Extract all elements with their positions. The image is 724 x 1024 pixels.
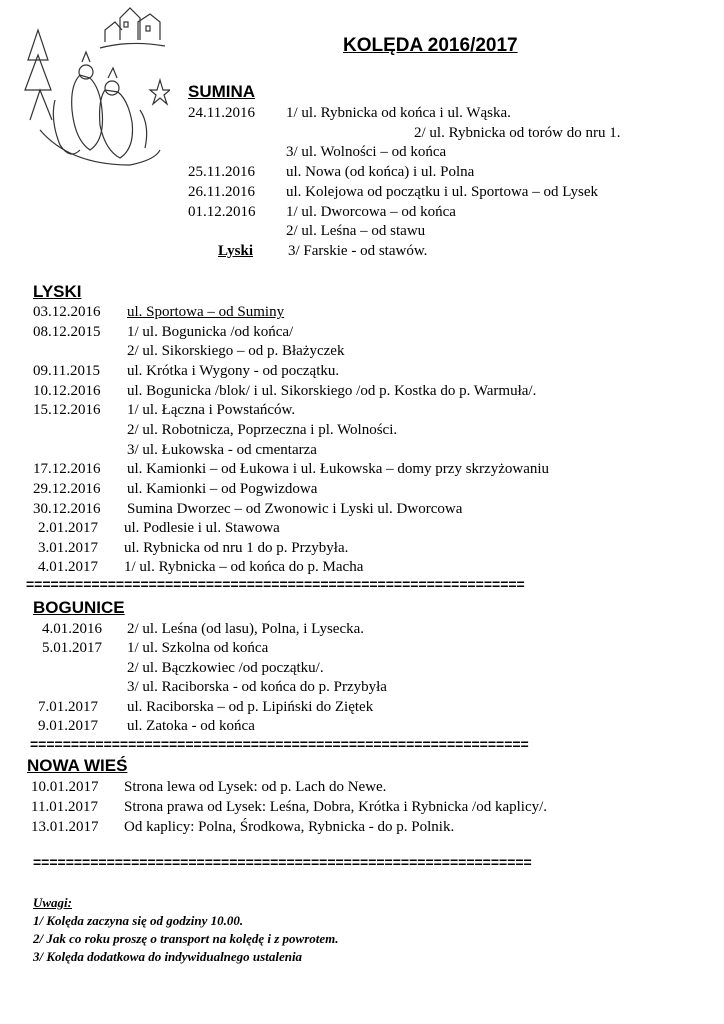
note-item: 3/ Kolęda dodatkowa do indywidualnego ustalenia	[33, 949, 303, 964]
row-date: 5.01.2017	[42, 640, 102, 656]
row-date: 03.12.2016	[33, 304, 101, 320]
separator-line: =============================================================	[30, 736, 529, 752]
row-date: 2.01.2017	[38, 520, 98, 536]
section-heading-lyski: LYSKI	[33, 282, 82, 301]
row-date: 4.01.2016	[42, 621, 102, 637]
row-date: 3.01.2017	[38, 540, 98, 556]
row-text: ul. Sportowa – od Suminy	[127, 304, 285, 320]
row-text: ul. Kamionki – od Łukowa i ul. Łukowska – domy przy skrzyżowaniu	[127, 461, 550, 477]
row-text: Strona lewa od Lysek: od p. Lach do Newe.	[124, 779, 387, 795]
nativity-clipart	[10, 0, 170, 170]
row-text: 2/ ul. Rybnicka od torów do nru 1.	[414, 125, 621, 141]
row-date: 15.12.2016	[33, 402, 101, 418]
section-heading-nowa-wies: NOWA WIEŚ	[27, 756, 128, 775]
row-text: 1/ ul. Dworcowa – od końca	[286, 204, 456, 220]
row-text: Strona prawa od Lysek: Leśna, Dobra, Krótka i Rybnicka /od kaplicy/.	[124, 799, 548, 815]
row-text: 2/ ul. Leśna (od lasu), Polna, i Lysecka.	[127, 621, 365, 637]
row-text: ul. Bogunicka /blok/ i ul. Sikorskiego /od p. Kostka do p. Warmuła/.	[127, 383, 537, 399]
row-date: 30.12.2016	[33, 501, 101, 517]
row-date: 13.01.2017	[31, 819, 99, 835]
row-date: 10.12.2016	[33, 383, 101, 399]
row-text: 1/ ul. Rybnicka – od końca do p. Macha	[124, 559, 364, 575]
row-date: 11.01.2017	[31, 799, 98, 815]
row-date: 7.01.2017	[38, 699, 98, 715]
row-text: ul. Nowa (od końca) i ul. Polna	[286, 164, 475, 180]
row-date: Lyski	[218, 243, 254, 259]
row-text: 1/ ul. Łączna i Powstańców.	[127, 402, 296, 418]
row-date: 10.01.2017	[31, 779, 99, 795]
row-text: ul. Kamionki – od Pogwizdowa	[127, 481, 318, 497]
row-date: 4.01.2017	[38, 559, 98, 575]
page-title: KOLĘDA 2016/2017	[343, 35, 518, 56]
row-text: ul. Zatoka - od końca	[127, 718, 255, 734]
row-date: 9.01.2017	[38, 718, 98, 734]
row-text: 2/ ul. Bączkowiec /od początku/.	[127, 660, 324, 676]
section-heading-sumina: SUMINA	[188, 82, 256, 101]
row-text: 1/ ul. Bogunicka /od końca/	[127, 324, 294, 340]
row-text: 1/ ul. Rybnicka od końca i ul. Wąska.	[286, 105, 511, 121]
separator-line: =============================================================	[33, 854, 532, 870]
row-text: 2/ ul. Robotnicza, Poprzeczna i pl. Wolności.	[127, 422, 398, 438]
row-text: 2/ ul. Leśna – od stawu	[286, 223, 426, 239]
row-text: 3/ ul. Łukowska - od cmentarza	[127, 442, 317, 458]
row-date: 25.11.2016	[188, 164, 255, 180]
row-date: 09.11.2015	[33, 363, 100, 379]
note-item: 2/ Jak co roku proszę o transport na kolędę i z powrotem.	[33, 931, 339, 946]
row-text: Od kaplicy: Polna, Środkowa, Rybnicka - do p. Polnik.	[124, 819, 455, 835]
notes-heading: Uwagi:	[33, 895, 72, 910]
row-text: ul. Podlesie i ul. Stawowa	[124, 520, 280, 536]
row-date: 24.11.2016	[188, 105, 255, 121]
section-heading-bogunice: BOGUNICE	[33, 598, 125, 617]
row-text: 3/ ul. Raciborska - od końca do p. Przybyła	[127, 679, 387, 695]
row-date: 08.12.2015	[33, 324, 101, 340]
row-date: 17.12.2016	[33, 461, 101, 477]
row-text: Sumina Dworzec – od Zwonowic i Lyski ul. Dworcowa	[127, 501, 463, 517]
row-text: ul. Rybnicka od nru 1 do p. Przybyła.	[124, 540, 349, 556]
row-date: 29.12.2016	[33, 481, 101, 497]
note-item: 1/ Kolęda zaczyna się od godziny 10.00.	[33, 913, 244, 928]
row-text: ul. Kolejowa od początku i ul. Sportowa – od Lysek	[286, 184, 599, 200]
row-text: 3/ ul. Wolności – od końca	[286, 144, 447, 160]
row-text: 2/ ul. Sikorskiego – od p. Błażyczek	[127, 343, 345, 359]
row-date: 01.12.2016	[188, 204, 256, 220]
row-date: 26.11.2016	[188, 184, 255, 200]
row-text: ul. Raciborska – od p. Lipiński do Ziętek	[127, 699, 374, 715]
row-text: ul. Krótka i Wygony - od początku.	[127, 363, 340, 379]
row-text: 1/ ul. Szkolna od końca	[127, 640, 269, 656]
row-text: 3/ Farskie - od stawów.	[288, 243, 428, 259]
separator-line: =============================================================	[26, 576, 525, 592]
